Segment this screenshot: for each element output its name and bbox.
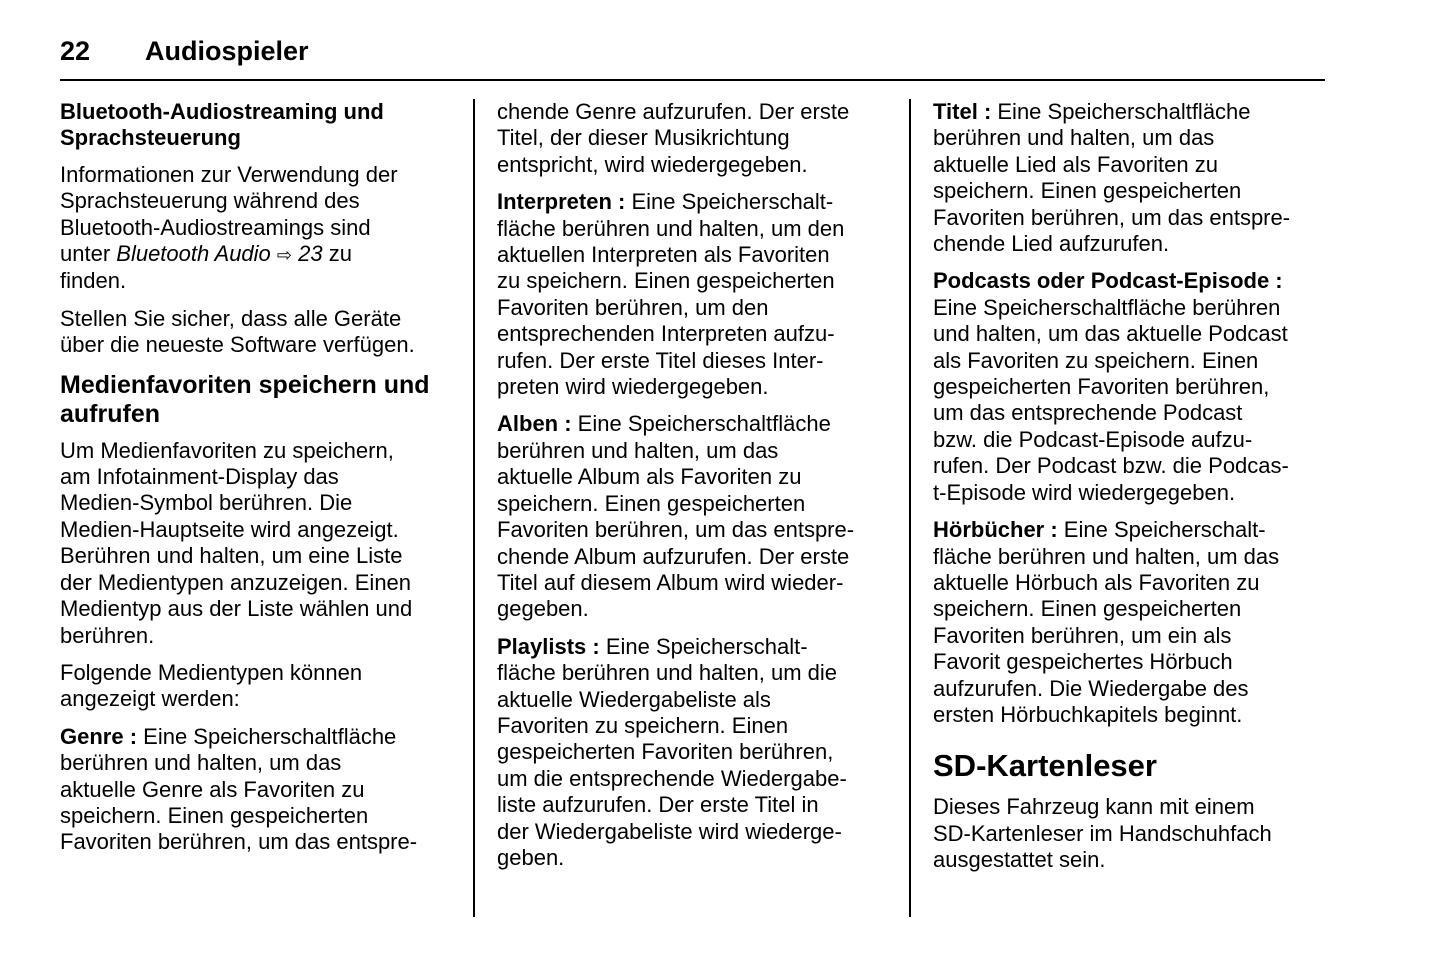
column-3 (933, 99, 1333, 885)
column-2 (497, 99, 897, 882)
playlists-term: Playlists : (497, 633, 600, 659)
page-number: 22 (60, 36, 91, 66)
genre-paragraph: Genre : Eine Speicherschaltfläche berühren und halten, um das aktuelle Genre als Favoriten zu speichern. Einen gespeicherten Favoriten berühren, um das entspre- (60, 723, 418, 855)
bluetooth-info-paragraph: Informationen zur Verwendung der Sprachsteuerung während des Bluetooth-Audiostreamings sind unter Bluetooth Audio ⇨ 23 zu finden. (60, 161, 398, 294)
bluetooth-audio-reference-link[interactable]: Bluetooth Audio (116, 241, 271, 267)
titel-term: Titel : (933, 99, 992, 124)
media-types-intro-paragraph: Folgende Medientypen können angezeigt werden: (60, 659, 363, 712)
podcasts-term: Podcasts oder Podcast-Episode : (933, 268, 1283, 294)
interpreten-term: Interpreten : (497, 189, 626, 215)
media-favorites-paragraph: Um Medienfavoriten zu speichern, am Infotainment-Display das Medien-Symbol berühren. Die Medien-Hauptseite wird angezeigt. Berühren und halten, um eine Liste der Medientypen anzuzeigen. Einen Medientyp aus der Liste wählen und berühren. (60, 437, 413, 648)
titel-paragraph: Titel : Eine Speicherschaltfläche berühren und halten, um das aktuelle Lied als Favoriten zu speichern. Einen gespeicherten Favoriten berühren, um das entspre- chende Lied aufzurufen. (933, 99, 1291, 257)
sd-card-reader-paragraph: Dieses Fahrzeug kann mit einem SD-Kartenleser im Handschuhfach ausgestattet sein. (933, 794, 1272, 873)
page-reference-number[interactable]: 23 (298, 241, 323, 267)
alben-term: Alben : (497, 411, 572, 437)
hoerbuecher-paragraph: Hörbücher : Eine Speicherschalt- fläche berühren und halten, um das aktuelle Hörbuch als Favoriten zu speichern. Einen gespeicherten Favoriten berühren, um ein als Favorit gespeichertes Hörbuch aufzurufen. Die Wiedergabe des ersten Hörbuchkapitels beginnt. (933, 517, 1280, 727)
playlists-paragraph: Playlists : Eine Speicherschalt- fläche berühren und halten, um die aktuelle Wiedergabeliste als Favoriten zu speichern. Einen gespeicherten Favoriten berühren, um die entsprechende Wiedergabe- liste aufzurufen. Der erste Titel in der Wiedergabeliste wird wiederge- geben. (497, 633, 847, 870)
media-favorites-heading: Medienfavoriten speichern und aufrufen (60, 370, 430, 428)
page-header (60, 33, 1325, 81)
podcasts-paragraph: Podcasts oder Podcast-Episode : Eine Speicherschaltfläche berühren und halten, um das aktuelle Podcast als Favoriten zu speichern. Einen gespeicherten Favoriten berühren, um das entsprechende Podcast bzw. die Podcast-Episode aufzu- rufen. Der Podcast bzw. die Podcas- t-Episode wird wiedergegeben. (933, 268, 1289, 505)
genre-term: Genre : (60, 723, 138, 749)
column-divider (473, 99, 475, 917)
page-title: Audiospieler (145, 36, 309, 66)
software-update-paragraph: Stellen Sie sicher, dass alle Geräte über die neueste Software verfügen. (60, 305, 415, 358)
bluetooth-streaming-heading: Bluetooth-Audiostreaming und Sprachsteuerung (60, 99, 384, 151)
column-1 (60, 99, 460, 867)
genre-paragraph-continued: chende Genre aufzurufen. Der erste Titel, der dieser Musikrichtung entspricht, wird wiedergegeben. (497, 99, 850, 177)
interpreten-paragraph: Interpreten : Eine Speicherschalt- fläche berühren und halten, um den aktuellen Interpreten als Favoriten zu speichern. Einen gespeicherten Favoriten berühren, um den entsprechenden Interpreten aufzu- rufen. Der erste Titel dieses Inter- preten wird wiedergegeben. (497, 189, 845, 400)
sd-card-reader-heading: SD-Kartenleser (933, 748, 1157, 784)
alben-paragraph: Alben : Eine Speicherschaltfläche berühren und halten, um das aktuelle Album als Favoriten zu speichern. Einen gespeicherten Favoriten berühren, um das entspre- chende Album aufzurufen. Der erste Titel auf diesem Album wird wieder- gegeben. (497, 411, 855, 622)
column-divider (909, 99, 911, 917)
page-reference-arrow-icon: ⇨ (276, 245, 293, 266)
hoerbuecher-term: Hörbücher : (933, 517, 1058, 543)
